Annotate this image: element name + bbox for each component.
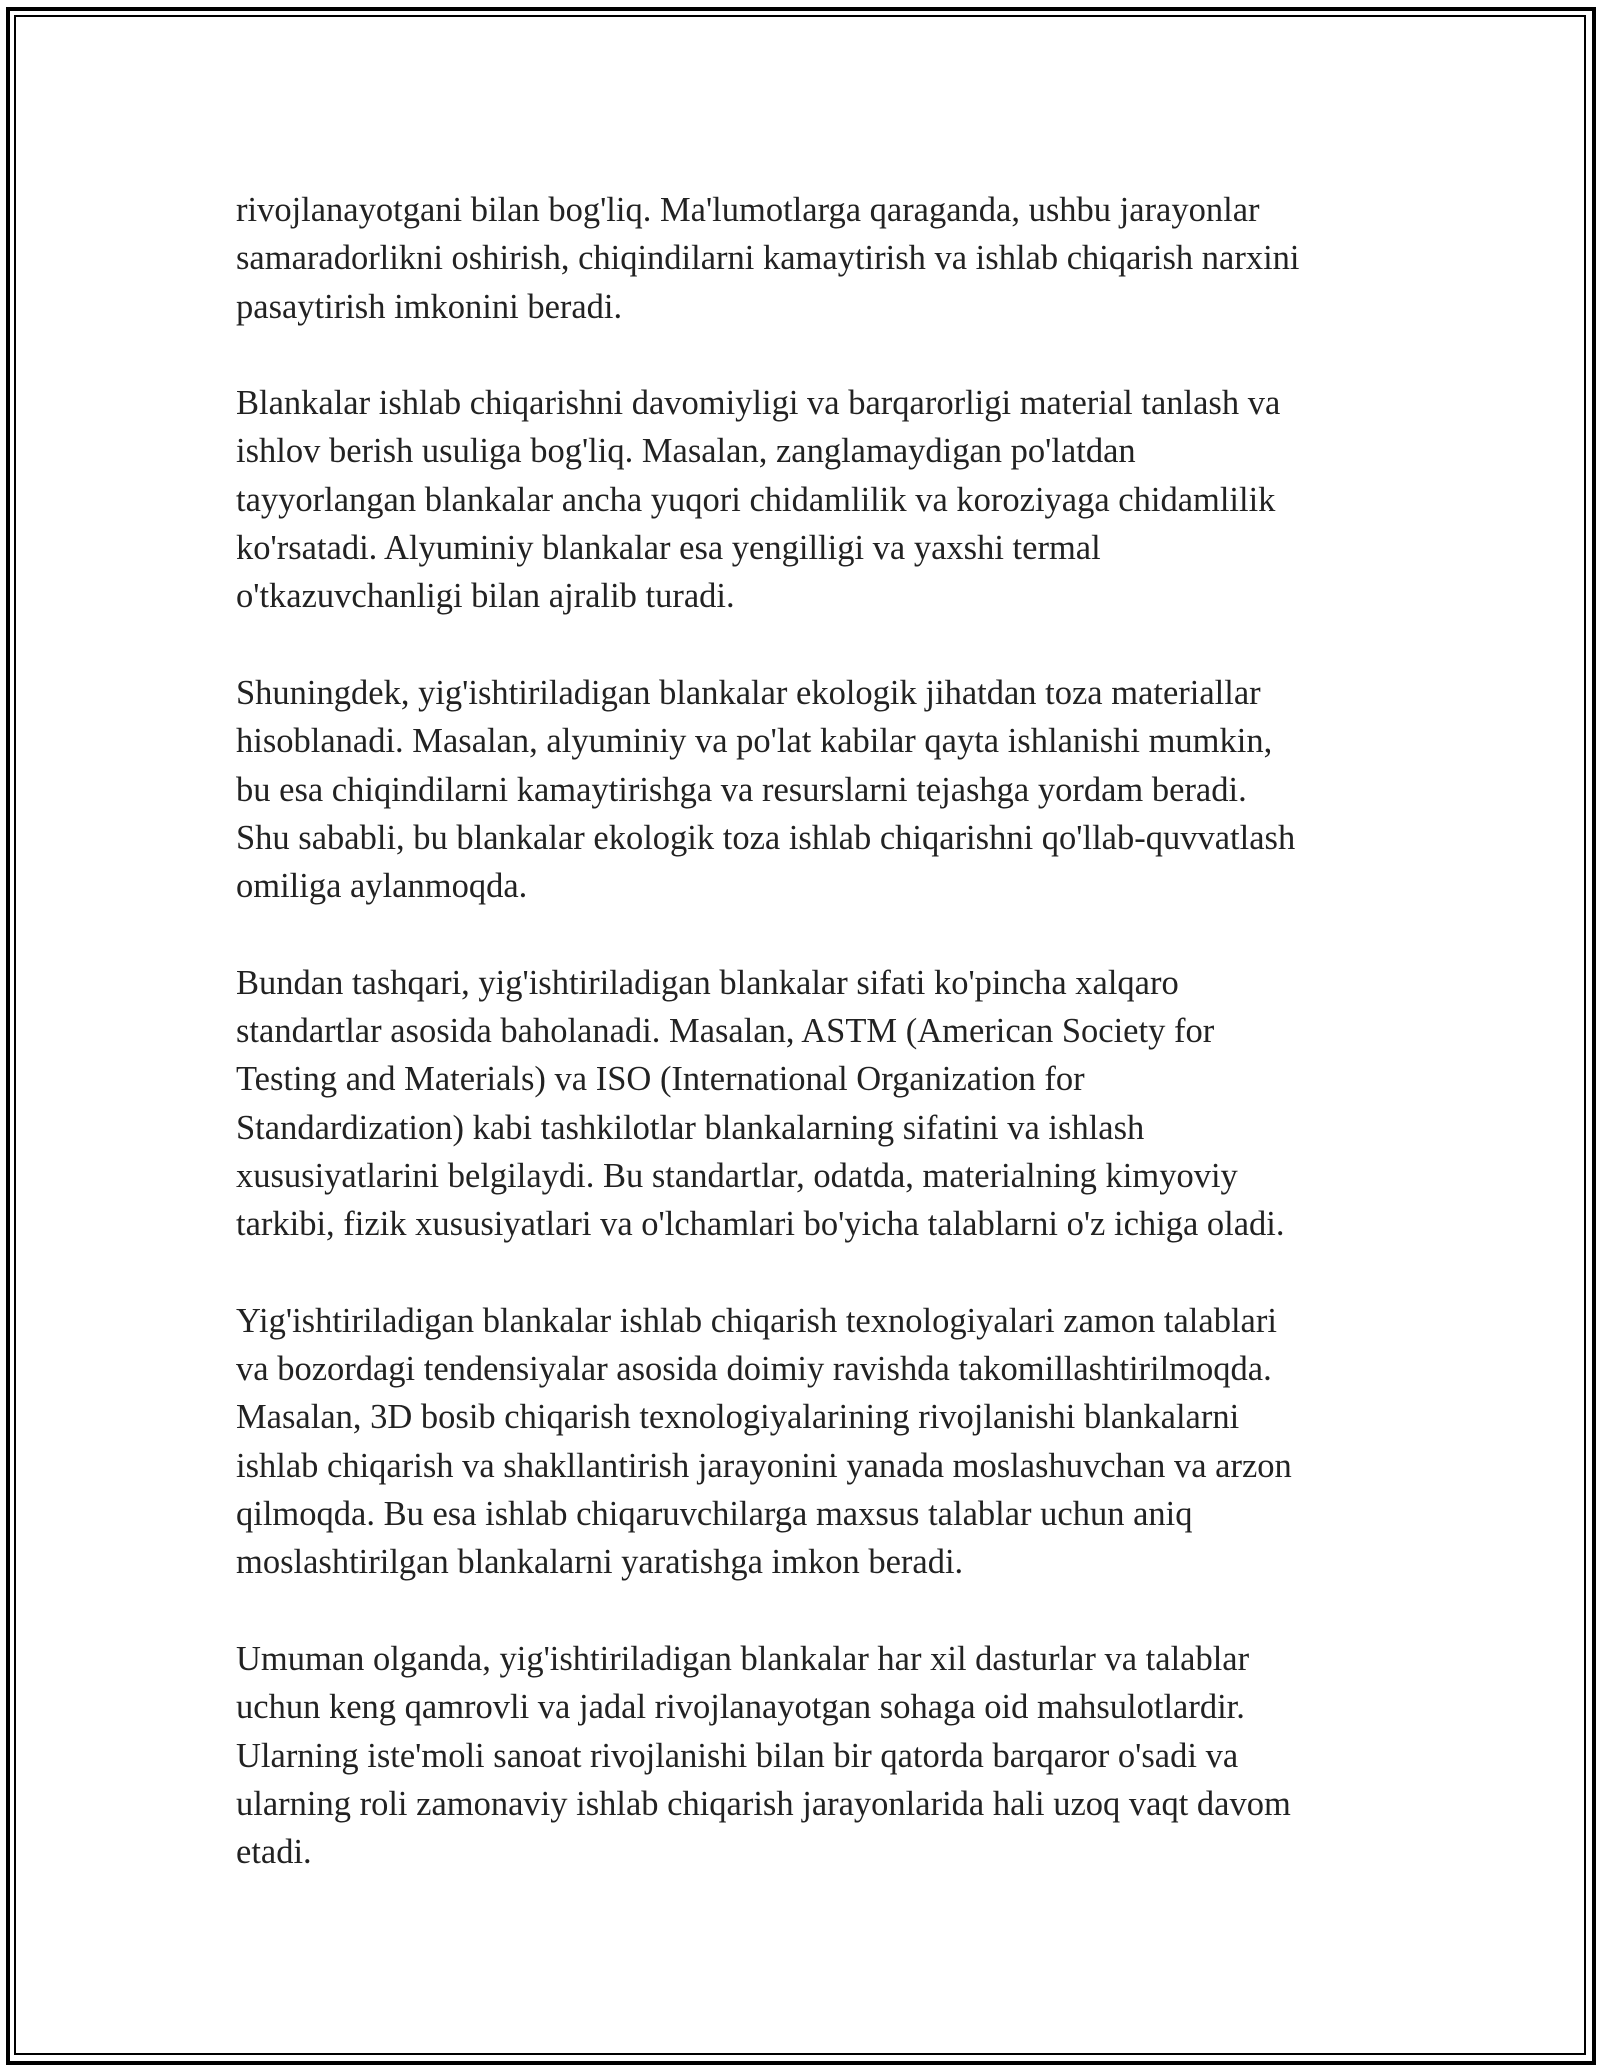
text-line: Ularning iste'moli sanoat rivojlanishi bilan bir qatorda barqaror o'sadi va xyxy=(236,1736,1239,1775)
paragraph xyxy=(236,959,1386,1249)
text-line: ishlov berish usuliga bog'liq. Masalan, zanglamaydigan po'latdan xyxy=(236,432,1136,471)
text-line: o'tkazuvchanligi bilan ajralib turadi. xyxy=(236,577,735,616)
text-line: pasaytirish imkonini beradi. xyxy=(236,287,623,326)
text-line: Bundan tashqari, yig'ishtiriladigan blankalar sifati ko'pincha xalqaro xyxy=(236,963,1179,1002)
text-line: Shu sababli, bu blankalar ekologik toza ishlab chiqarishni qo'llab-quvvatlash xyxy=(236,818,1296,857)
text-line: ko'rsatadi. Alyuminiy blankalar esa yengilligi va yaxshi termal xyxy=(236,529,1101,568)
text-line: etadi. xyxy=(236,1833,312,1872)
text-line: ishlab chiqarish va shakllantirish jarayonini yanada moslashuvchan va arzon xyxy=(236,1446,1292,1485)
paragraph xyxy=(236,1635,1386,1876)
text-line: rivojlanayotgani bilan bog'liq. Ma'lumotlarga qaraganda, ushbu jarayonlar xyxy=(236,191,1260,229)
paragraph xyxy=(236,669,1386,910)
text-line: moslashtirilgan blankalarni yaratishga imkon beradi. xyxy=(236,1543,964,1582)
text-line: ularning roli zamonaviy ishlab chiqarish jarayonlarida hali uzoq vaqt davom xyxy=(236,1784,1291,1823)
paragraph xyxy=(236,379,1386,620)
text-line: hisoblanadi. Masalan, alyuminiy va po'lat kabilar qayta ishlanishi mumkin, xyxy=(236,722,1273,761)
text-line: omiliga aylanmoqda. xyxy=(236,867,528,906)
text-line: xususiyatlarini belgilaydi. Bu standartlar, odatda, materialning kimyoviy xyxy=(236,1156,1238,1195)
document-body xyxy=(236,186,1386,1925)
text-line: Yig'ishtiriladigan blankalar ishlab chiqarish texnologiyalari zamon talablari xyxy=(236,1301,1277,1340)
text-line: Umuman olganda, yig'ishtiriladigan blankalar har xil dasturlar va talablar xyxy=(236,1639,1250,1678)
text-line: Testing and Materials) va ISO (International Organization for xyxy=(236,1060,1085,1099)
text-line: tayyorlangan blankalar ancha yuqori chidamlilik va koroziyaga chidamlilik xyxy=(236,480,1276,519)
text-line: Masalan, 3D bosib chiqarish texnologiyalarining rivojlanishi blankalarni xyxy=(236,1398,1240,1437)
text-line: samaradorlikni oshirish, chiqindilarni kamaytirish va ishlab chiqarish narxini xyxy=(236,239,1300,278)
text-line: qilmoqda. Bu esa ishlab chiqaruvchilarga maxsus talablar uchun aniq xyxy=(236,1495,1193,1534)
text-line: uchun keng qamrovli va jadal rivojlanayotgan sohaga oid mahsulotlardir. xyxy=(236,1688,1245,1727)
text-line: standartlar asosida baholanadi. Masalan, ASTM (American Society for xyxy=(236,1012,1215,1051)
text-line: bu esa chiqindilarni kamaytirishga va resurslarni tejashga yordam beradi. xyxy=(236,770,1247,809)
text-line: tarkibi, fizik xususiyatlari va o'lchamlari bo'yicha talablarni o'z ichiga oladi. xyxy=(236,1205,1285,1244)
paragraph xyxy=(236,186,1386,331)
text-line: Standardization) kabi tashkilotlar blankalarning sifatini va ishlash xyxy=(236,1108,1145,1147)
text-line: va bozordagi tendensiyalar asosida doimiy ravishda takomillashtirilmoqda. xyxy=(236,1350,1272,1389)
paragraph xyxy=(236,1297,1386,1587)
text-line: Blankalar ishlab chiqarishni davomiyligi va barqarorligi material tanlash va xyxy=(236,384,1281,423)
text-line: Shuningdek, yig'ishtiriladigan blankalar ekologik jihatdan toza materiallar xyxy=(236,673,1261,712)
